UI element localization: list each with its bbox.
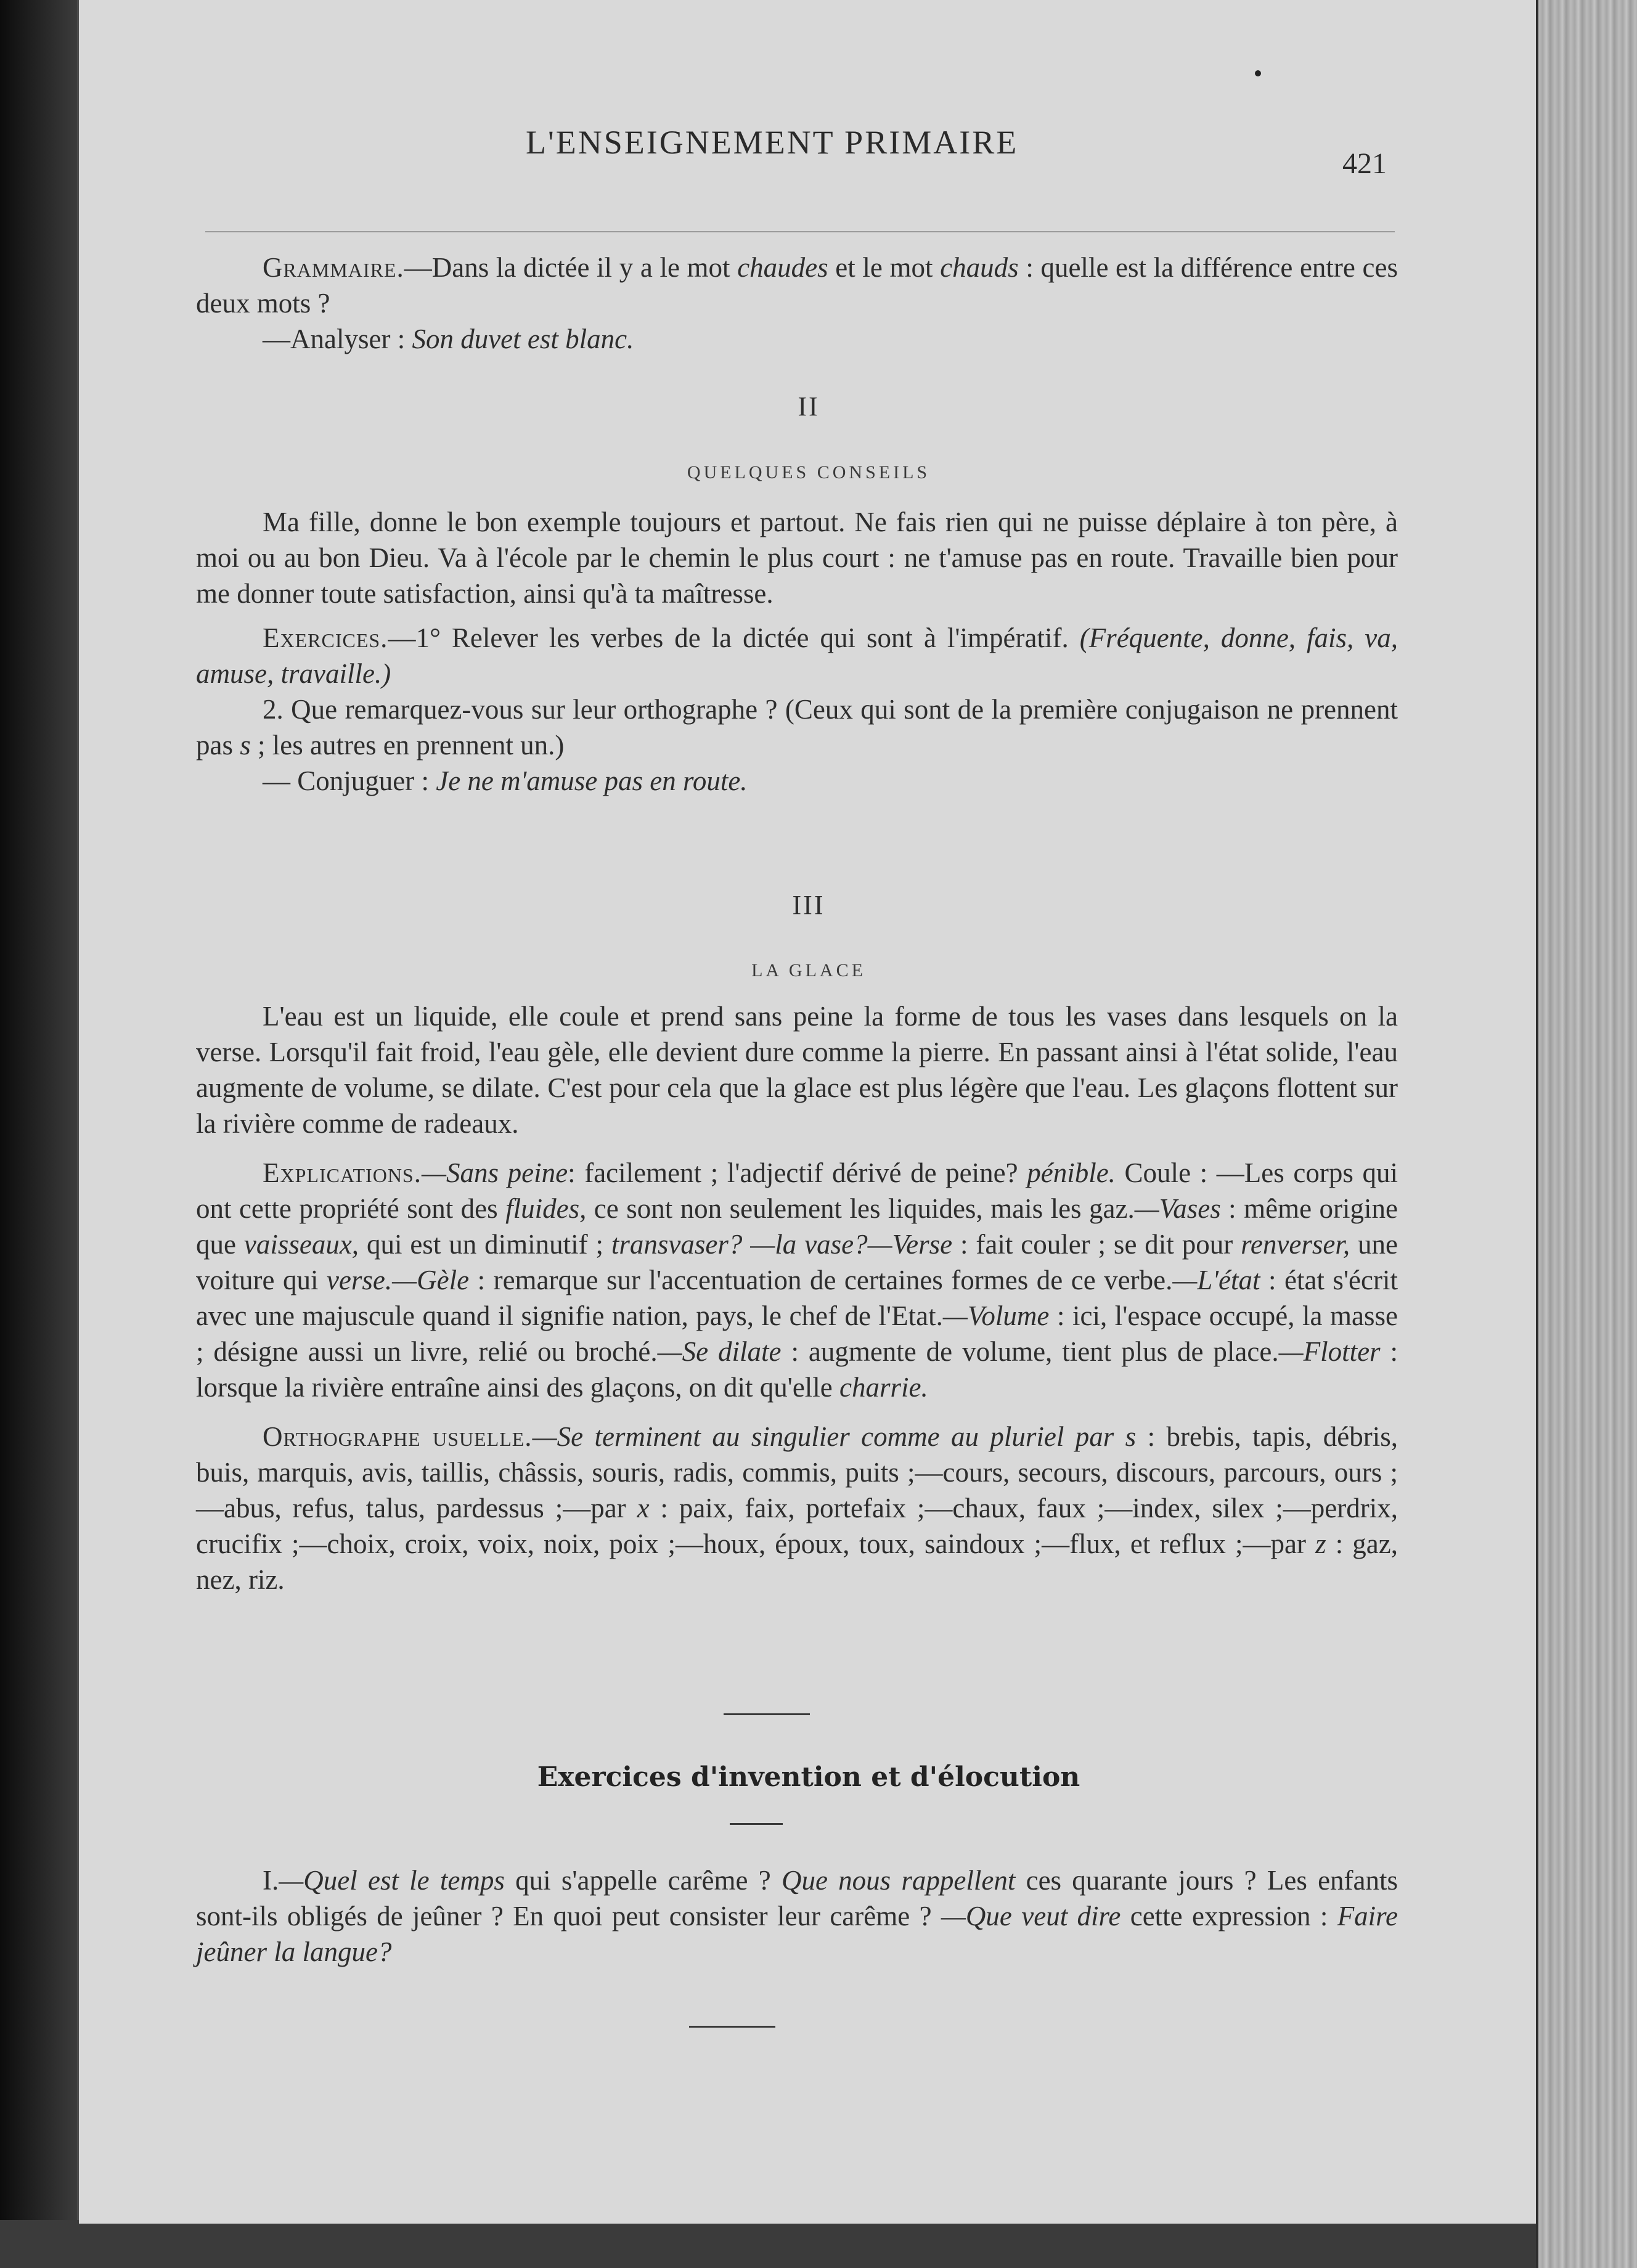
text-run: ce sont non seulement les liquides, mais les gaz. [586,1193,1135,1224]
section-title-glace: LA GLACE [751,960,866,981]
closing-divider [689,2026,775,2028]
section-numeral-2: II [798,391,820,422]
scan-left-edge [0,0,77,2268]
book-page [79,0,1538,2224]
exercice-letter: s [240,730,251,761]
exercice-text: 2. Que remarquez-vous sur leur orthographe ? (Ceux qui sont de la première conjugaison ne prennent pas [196,694,1398,761]
text-run: ces quarante jours ? Les enfants sont-ils obligés de jeûner ? En quoi peut consister leur carême ? [196,1865,1398,1931]
italic-run: Que nous rappellent [781,1865,1016,1896]
italic-run: vaisseaux, [243,1229,359,1260]
heading-divider [730,1823,783,1825]
grammaire-text: et le mot [828,252,941,283]
exercices-label: Exercices. [263,622,388,653]
glace-paragraph: L'eau est un liquide, elle coule et prend sans peine la forme de tous les vases dans lesquels on la verse. Lorsqu'il fait froid, l'eau gèle, elle devient dure comme la pierre. En passant ainsi à l'état solide, l'eau augmente de volume, se dilate. C'est pour cela que la glace est plus légère que l'eau. Les glaçons flottent sur la rivière comme de radeaux. [196,1001,1398,1139]
explications-paragraph [196,1155,1398,1405]
grammaire-text: —Dans la dictée il y a le mot [404,252,738,283]
section-divider [724,1713,810,1715]
italic-run: —Flotter [1278,1336,1381,1367]
italic-run: pénible. [1027,1157,1116,1188]
text-run: : même origine que [196,1193,1398,1260]
analyse-phrase: Son duvet est blanc. [412,324,634,354]
grammaire-word: chauds [940,252,1019,283]
grammaire-analyse [196,321,1398,357]
italic-run: —Quel est le temps [279,1865,505,1896]
conseils-paragraph: Ma fille, donne le bon exemple toujours et partout. Ne fais rien qui ne puisse déplaire à ton père, à moi ou au bon Dieu. Va à l'école par le chemin le plus court : ne t'amuse pas en route. Travaille bien pour me donner toute satisfaction, ainsi qu'à ta maîtresse. [196,507,1398,609]
text-run: cette expression : [1121,1901,1337,1931]
italic-run: fluides, [505,1193,587,1224]
text-run: I. [263,1865,279,1896]
italic-run: —Sans peine [421,1157,568,1188]
text-run: : brebis, tapis, débris, buis, marquis, avis, taillis, châssis, souris, radis, commis, puits ;—cours, secours, discours, parcours, ours ;—abus, refus, talus, pardessus ;—par [196,1421,1398,1524]
conjuguer-phrase: Je ne m'amuse pas en route. [436,765,748,796]
italic-run: —Se terminent au singulier comme au pluriel par s [532,1421,1137,1452]
section-title-conseils: QUELQUES CONSEILS [687,462,931,483]
text-run: qui est un diminutif ; [359,1229,611,1260]
explications-label: Explications. [263,1157,422,1188]
exercice-text: —1° Relever les verbes de la dictée qui sont à l'impératif. [388,622,1080,653]
italic-run: x [637,1493,650,1524]
text-run: : lorsque la rivière entraîne ainsi des glaçons, on dit qu'elle [196,1336,1398,1403]
exercice-answer: (Fréquente, donne, fais, va, amuse, travaille.) [196,622,1398,689]
italic-run: renverser, [1241,1229,1350,1260]
text-run: Coule : —Les corps qui ont cette propriété sont des [196,1157,1398,1224]
section-numeral-3: III [792,890,825,920]
text-run: : facilement ; l'adjectif dérivé de peine? [568,1157,1027,1188]
grammaire-block [196,250,1398,357]
text-run: : paix, faix, portefaix ;—chaux, faux ;—index, silex ;—perdrix, crucifix ;—choix, croix, voix, noix, poix ;—houx, époux, toux, saindoux ;—flux, et reflux ;—par [196,1493,1398,1559]
facing-page-edge [1538,0,1637,2268]
text-run [742,1229,750,1260]
analyse-label: —Analyser : [263,324,412,354]
italic-run: —L'état [1172,1265,1260,1295]
ink-speck [1255,70,1261,76]
exercice-1 [196,620,1398,691]
explications-text [196,1157,1398,1403]
grammaire-text: : quelle est la différence entre ces deux mots ? [196,252,1398,319]
conjuguer-line [196,763,1398,799]
italic-run: —Vases [1134,1193,1221,1224]
italic-run: transvaser? [611,1229,743,1260]
italic-run: Faire jeûner la langue? [196,1901,1398,1967]
grammaire-question [196,250,1398,321]
italic-run: —Que veut dire [941,1901,1121,1931]
grammaire-word: chaudes [737,252,828,283]
italic-run: charrie. [839,1372,928,1403]
scan-bottom-edge [0,2220,1637,2268]
text-run: : gaz, nez, riz. [196,1528,1398,1595]
orthographe-paragraph [196,1419,1398,1597]
conjuguer-label: — Conjuguer : [263,765,436,796]
text-run: : ici, l'espace occupé, la masse ; désigne aussi un livre, relié ou broché. [196,1300,1398,1367]
invention-heading: Exercices d'invention et d'élocution [537,1761,1080,1793]
orthographe-label: Orthographe usuelle. [263,1421,533,1452]
italic-run: verse.—Gèle [326,1265,470,1295]
page-number: 421 [1342,147,1387,180]
italic-run: —la vase?—Verse [750,1229,953,1260]
exercice-text: ; les autres en prennent un.) [250,730,565,761]
text-run: : remarque sur l'accentuation de certaines formes de ce verbe. [469,1265,1173,1295]
running-head: L'ENSEIGNEMENT PRIMAIRE [526,124,1019,161]
conseils-block [196,504,1398,799]
glace-block [196,998,1398,1597]
italic-run: —Se dilate [657,1336,782,1367]
text-run: une voiture qui [196,1229,1398,1295]
text-run: : augmente de volume, tient plus de place. [781,1336,1279,1367]
grammaire-label: Grammaire. [263,252,404,283]
text-run: : état s'écrit avec une majuscule quand il signifie nation, pays, le chef de l'Etat. [196,1265,1398,1331]
header-rule [205,231,1395,232]
italic-run: z [1315,1528,1326,1559]
invention-paragraph [196,1862,1398,1970]
exercice-2 [196,691,1398,763]
text-run: qui s'appelle carême ? [504,1865,782,1896]
text-run: : fait couler ; se dit pour [952,1229,1241,1260]
italic-run: —Volume [942,1300,1050,1331]
invention-block [196,1862,1398,1970]
